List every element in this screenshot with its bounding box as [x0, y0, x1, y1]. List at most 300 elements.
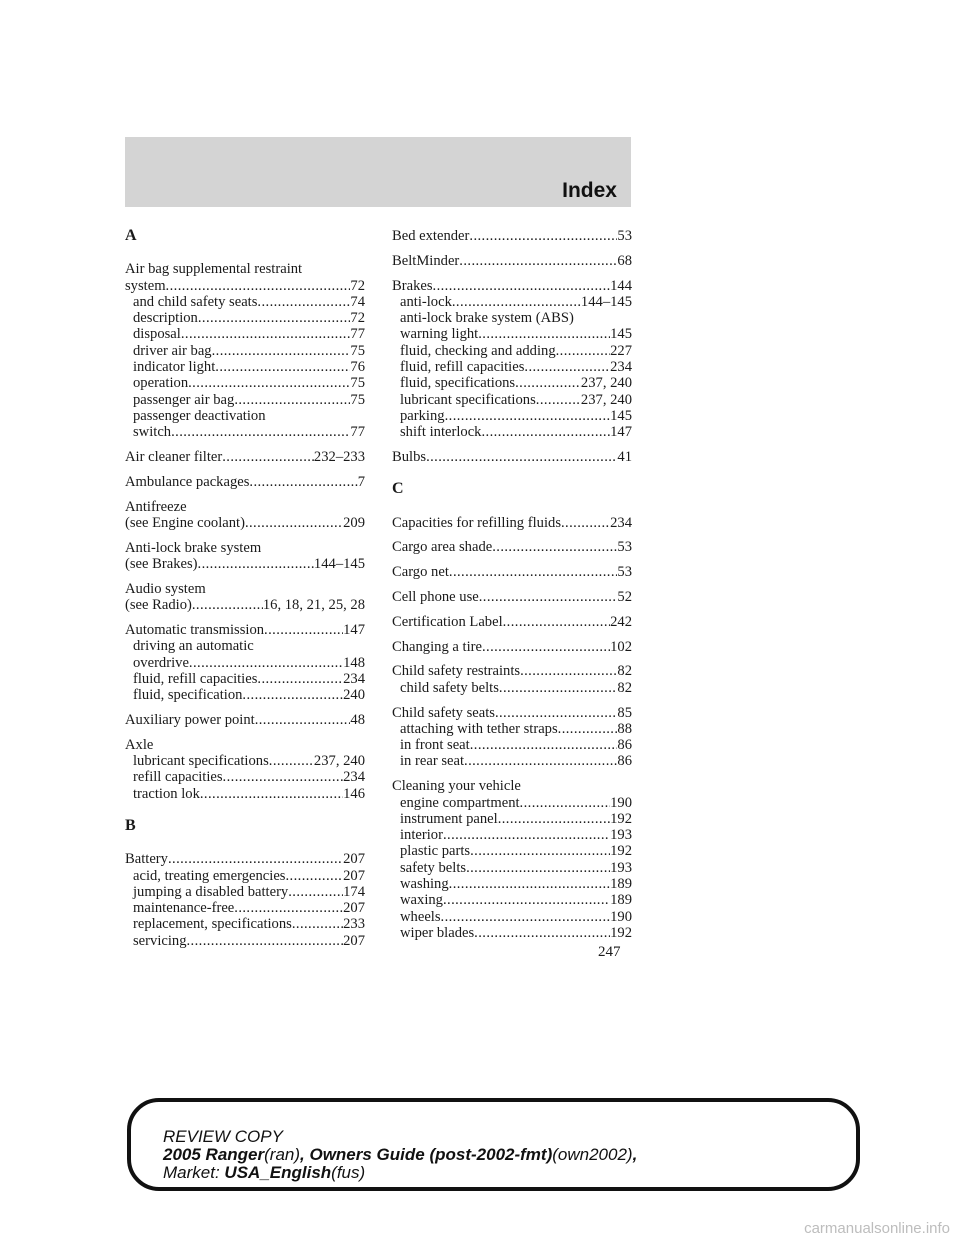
index-term: Axle [125, 736, 154, 753]
watermark: carmanualsonline.info [804, 1220, 950, 1237]
page-number: 247 [598, 944, 621, 960]
dot-leader [212, 343, 351, 359]
index-subentry [392, 392, 632, 408]
index-page-ref: 192 [610, 924, 632, 941]
index-page-ref: 86 [617, 737, 632, 754]
index-page-ref: 144–145 [580, 293, 632, 310]
index-page-ref: 234 [343, 769, 365, 786]
review-label: REVIEW COPY [163, 1127, 283, 1146]
index-term: and child safety seats [133, 293, 258, 310]
index-page-ref: 53 [617, 539, 632, 556]
dot-leader [168, 851, 343, 867]
index-entry-line [125, 737, 365, 753]
index-term: engine compartment [400, 794, 520, 811]
index-term: (see Brakes) [125, 556, 198, 573]
index-term: refill capacities [133, 769, 223, 786]
index-entry [125, 737, 365, 802]
index-entry-line [392, 253, 632, 269]
index-term: Battery [125, 851, 168, 868]
index-page-ref: 207 [343, 867, 365, 884]
index-page-ref: 240 [343, 687, 365, 704]
index-page-ref: 234 [343, 670, 365, 687]
index-term: wheels [400, 908, 441, 925]
dot-leader [452, 294, 581, 310]
index-term: passenger air bag [133, 391, 235, 408]
index-subentry [125, 786, 365, 802]
index-entry [125, 499, 365, 532]
index-page-ref: 234 [610, 514, 632, 531]
index-entry [125, 474, 365, 490]
review-comma: , [632, 1145, 638, 1164]
index-term: Child safety restraints [392, 663, 521, 680]
index-page-ref: 52 [617, 589, 632, 606]
dot-leader [198, 556, 314, 572]
review-market-code: (fus) [331, 1163, 366, 1182]
index-page-ref: 77 [350, 424, 365, 441]
index-entry-line [125, 556, 365, 572]
index-term: replacement, specifications [133, 916, 292, 933]
index-page-ref: 82 [617, 663, 632, 680]
dot-leader [234, 392, 350, 408]
index-term: Changing a tire [392, 638, 482, 655]
dot-leader [255, 712, 351, 728]
index-subentry [125, 687, 365, 703]
index-entry [392, 778, 632, 941]
index-page-ref: 237, 240 [580, 375, 632, 392]
index-entry-line [125, 474, 365, 490]
dot-leader [257, 671, 343, 687]
index-subentry [125, 375, 365, 391]
dot-leader [520, 663, 617, 679]
index-page-ref: 237, 240 [580, 391, 632, 408]
dot-leader [498, 811, 610, 827]
index-term: anti-lock [400, 293, 452, 310]
index-page-ref: 232–233 [313, 449, 365, 466]
index-page-ref: 68 [617, 252, 632, 269]
section-title: Index [562, 179, 617, 202]
dot-leader [242, 687, 343, 703]
review-guide-line [163, 1146, 823, 1164]
dot-leader [470, 843, 610, 859]
index-entry [392, 228, 632, 244]
dot-leader [536, 392, 581, 408]
dot-leader [478, 326, 610, 342]
index-page-ref: 72 [350, 277, 365, 294]
index-subentry [392, 310, 632, 326]
index-letter-heading: B [125, 816, 136, 834]
index-entry [125, 712, 365, 728]
dot-leader [433, 278, 611, 294]
index-letter-heading: C [392, 480, 404, 498]
index-page-ref: 234 [610, 359, 632, 376]
dot-leader [200, 786, 343, 802]
dot-leader [223, 769, 344, 785]
index-entry-line [392, 228, 632, 244]
index-subentry [392, 294, 632, 310]
index-page-ref: 75 [350, 375, 365, 392]
dot-leader [482, 639, 610, 655]
index-term: Anti-lock brake system [125, 539, 262, 556]
index-page-ref: 145 [610, 407, 632, 424]
review-model: 2005 Ranger [163, 1145, 265, 1164]
dot-leader [481, 424, 610, 440]
index-page-ref: 75 [350, 342, 365, 359]
index-page-ref: 85 [617, 704, 632, 721]
dot-leader [187, 933, 344, 949]
dot-leader [426, 449, 617, 465]
index-term: Certification Label [392, 613, 503, 630]
index-term: in front seat [400, 737, 470, 754]
review-guide-code: (own2002) [552, 1145, 633, 1164]
index-subentry [125, 343, 365, 359]
index-term: driver air bag [133, 342, 212, 359]
dot-leader [524, 359, 610, 375]
review-market-line [163, 1164, 823, 1182]
dot-leader [556, 343, 610, 359]
index-entry [392, 614, 632, 630]
index-subentry [392, 860, 632, 876]
index-page-ref: 193 [610, 827, 632, 844]
index-page-ref: 189 [610, 892, 632, 909]
index-term: washing [400, 876, 449, 892]
dot-leader [470, 737, 618, 753]
index-page-ref: 41 [617, 449, 632, 466]
index-page-ref: 237, 240 [313, 753, 365, 770]
dot-leader [269, 753, 314, 769]
index-entry-line [392, 778, 632, 794]
review-model-code: (ran) [264, 1145, 301, 1164]
index-term: indicator light [133, 359, 216, 376]
index-subentry [125, 359, 365, 375]
index-page-ref: 147 [610, 424, 632, 441]
index-entry-line [392, 614, 632, 630]
index-entry-line [125, 278, 365, 294]
dot-leader [215, 359, 350, 375]
index-page-ref: 16, 18, 21, 25, 28 [262, 597, 365, 614]
index-subentry [125, 638, 365, 654]
index-term: Air cleaner filter [125, 449, 223, 466]
index-entry [392, 449, 632, 465]
dot-leader [234, 900, 343, 916]
index-term: description [133, 310, 198, 327]
index-page-ref: 193 [610, 859, 632, 876]
dot-leader [171, 424, 350, 440]
index-subentry [125, 769, 365, 785]
index-term: lubricant specifications [133, 753, 269, 770]
dot-leader [443, 827, 610, 843]
dot-leader [499, 680, 618, 696]
index-entry-line [392, 663, 632, 679]
index-page-ref: 82 [617, 679, 632, 696]
index-subentry [392, 680, 632, 696]
index-entry-line [392, 278, 632, 294]
index-term: waxing [400, 892, 443, 909]
dot-leader [257, 294, 350, 310]
index-term: (see Engine coolant) [125, 514, 245, 531]
index-term: Bed extender [392, 228, 470, 244]
index-entry [392, 639, 632, 655]
index-page-ref: 207 [343, 932, 365, 949]
index-term: anti-lock brake system (ABS) [400, 310, 574, 327]
index-page-ref: 207 [343, 900, 365, 917]
index-page-ref: 53 [617, 564, 632, 581]
index-page-ref: 72 [350, 310, 365, 327]
index-term: Child safety seats [392, 704, 495, 721]
index-page-ref: 86 [617, 753, 632, 770]
index-subentry [392, 892, 632, 908]
index-entry-line [392, 589, 632, 605]
index-term: Cargo area shade [392, 539, 493, 556]
index-term: system [125, 277, 166, 294]
index-term: parking [400, 407, 445, 424]
index-subentry [392, 424, 632, 440]
dot-leader [495, 705, 617, 721]
index-entry-line [125, 515, 365, 531]
index-term: switch [133, 424, 172, 441]
index-term: disposal [133, 326, 181, 343]
index-subentry [392, 811, 632, 827]
index-entry-line [125, 261, 365, 277]
index-page-ref: 102 [610, 638, 632, 655]
index-page-ref: 190 [610, 908, 632, 925]
dot-leader [249, 474, 357, 490]
index-entry [125, 851, 365, 949]
index-term: Auxiliary power point [125, 711, 255, 728]
index-subentry [125, 408, 365, 424]
dot-leader [459, 253, 617, 269]
dot-leader [181, 326, 351, 342]
review-copy-text [163, 1128, 823, 1182]
index-page-ref: 148 [343, 654, 365, 671]
index-page-ref: 189 [610, 876, 632, 892]
index-subentry [392, 753, 632, 769]
index-subentry [125, 326, 365, 342]
index-entry [392, 564, 632, 580]
index-entry-line [125, 597, 365, 613]
index-term: servicing [133, 932, 187, 949]
index-entry-line [125, 540, 365, 556]
index-term: BeltMinder [392, 252, 460, 269]
dot-leader [245, 515, 343, 531]
dot-leader [198, 310, 351, 326]
dot-leader [222, 449, 314, 465]
dot-leader [474, 925, 610, 941]
index-page-ref: 207 [343, 851, 365, 868]
index-term: Automatic transmission [125, 621, 265, 638]
index-page-ref: 227 [610, 342, 632, 359]
index-subentry [125, 753, 365, 769]
index-subentry [125, 424, 365, 440]
index-subentry [392, 343, 632, 359]
dot-leader [492, 539, 617, 555]
dot-leader [192, 597, 263, 613]
index-term: fluid, specification [133, 687, 243, 704]
index-subentry [125, 294, 365, 310]
dot-leader [188, 375, 350, 391]
index-page-ref: 146 [343, 785, 365, 802]
review-guide: , Owners Guide (post-2002-fmt) [300, 1145, 553, 1164]
index-term: Cell phone use [392, 589, 479, 606]
index-entry [392, 515, 632, 531]
dot-leader [466, 860, 610, 876]
index-term: acid, treating emergencies [133, 867, 286, 884]
index-entry [392, 705, 632, 770]
index-entry-line [392, 639, 632, 655]
index-term: child safety belts [400, 679, 499, 696]
dot-leader [264, 622, 343, 638]
dot-leader [166, 278, 351, 294]
dot-leader [292, 916, 343, 932]
index-page-ref: 144 [610, 277, 632, 294]
index-term: driving an automatic [133, 638, 254, 655]
index-term: fluid, checking and adding [400, 342, 556, 359]
dot-leader [479, 589, 618, 605]
section-header [125, 137, 631, 207]
index-term: warning light [400, 326, 479, 343]
index-term: instrument panel [400, 810, 498, 827]
index-page-ref: 145 [610, 326, 632, 343]
index-entry-line [125, 499, 365, 515]
review-market: USA_English [224, 1163, 332, 1182]
index-term: maintenance-free [133, 900, 235, 917]
dot-leader [445, 408, 611, 424]
index-page-ref: 74 [350, 293, 365, 310]
index-subentry [392, 326, 632, 342]
index-term: Cleaning your vehicle [392, 778, 521, 795]
index-entry [125, 581, 365, 614]
index-page-ref: 53 [617, 228, 632, 244]
index-page-ref: 48 [350, 711, 365, 728]
dot-leader [520, 795, 611, 811]
index-term: Antifreeze [125, 498, 187, 515]
index-subentry [392, 876, 632, 892]
index-page-ref: 147 [343, 621, 365, 638]
index-entry-line [125, 851, 365, 867]
index-subentry [392, 359, 632, 375]
dot-leader [441, 909, 611, 925]
index-term: Ambulance packages [125, 473, 250, 490]
index-page-ref: 77 [350, 326, 365, 343]
index-subentry [392, 843, 632, 859]
index-page-ref: 190 [610, 794, 632, 811]
index-term: operation [133, 375, 189, 392]
index-page-ref: 144–145 [313, 556, 365, 573]
index-subentry [392, 721, 632, 737]
index-term: Brakes [392, 277, 433, 294]
index-page-ref: 209 [343, 514, 365, 531]
index-term: fluid, refill capacities [400, 359, 525, 376]
index-page-ref: 75 [350, 391, 365, 408]
index-term: attaching with tether straps [400, 720, 558, 737]
index-entry [392, 589, 632, 605]
index-subentry [392, 925, 632, 941]
index-entry-line [125, 581, 365, 597]
index-subentry [392, 737, 632, 753]
index-term: fluid, specifications [400, 375, 516, 392]
dot-leader [449, 876, 610, 892]
index-column-right [392, 228, 632, 950]
index-entry-line [392, 539, 632, 555]
index-column-left [125, 228, 365, 957]
index-term: traction lok [133, 785, 200, 802]
index-entry [392, 539, 632, 555]
index-term: overdrive [133, 654, 189, 671]
index-term: plastic parts [400, 843, 471, 860]
index-term: wiper blades [400, 924, 475, 941]
index-page-ref: 88 [617, 720, 632, 737]
index-term: lubricant specifications [400, 391, 536, 408]
index-term: Cargo net [392, 564, 449, 581]
dot-leader [469, 228, 617, 244]
index-subentry [125, 868, 365, 884]
index-page-ref: 76 [350, 359, 365, 376]
index-subentry [125, 671, 365, 687]
index-page-ref: 174 [343, 883, 365, 900]
index-subentry [125, 310, 365, 326]
index-term: safety belts [400, 859, 467, 876]
index-entry [392, 663, 632, 696]
dot-leader [288, 884, 343, 900]
index-entry-line [125, 712, 365, 728]
index-term: Bulbs [392, 449, 427, 466]
index-entry-line [125, 622, 365, 638]
dot-leader [443, 892, 610, 908]
index-subentry [392, 827, 632, 843]
index-entry [125, 622, 365, 703]
index-subentry [125, 916, 365, 932]
index-page-ref: 233 [343, 916, 365, 933]
index-subentry [125, 933, 365, 949]
dot-leader [558, 721, 618, 737]
index-term: passenger deactivation [133, 407, 266, 424]
index-term: Capacities for refilling fluids [392, 514, 561, 531]
index-page-ref: 7 [357, 473, 365, 490]
review-market-label: Market: [163, 1163, 220, 1182]
dot-leader [464, 753, 617, 769]
index-entry-line [392, 515, 632, 531]
index-subentry [392, 375, 632, 391]
index-entry-line [392, 449, 632, 465]
index-term: interior [400, 827, 443, 844]
index-page-ref: 242 [610, 613, 632, 630]
index-subentry [392, 795, 632, 811]
index-term: (see Radio) [125, 597, 192, 614]
index-subentry [125, 884, 365, 900]
index-letter-heading: A [125, 227, 137, 244]
index-entry [125, 540, 365, 573]
index-subentry [125, 392, 365, 408]
index-term: fluid, refill capacities [133, 670, 258, 687]
index-entry-line [392, 564, 632, 580]
index-term: shift interlock [400, 424, 482, 441]
index-term: jumping a disabled battery [133, 883, 289, 900]
index-entry-line [125, 449, 365, 465]
dot-leader [449, 564, 618, 580]
index-entry [392, 278, 632, 441]
index-page-ref: 192 [610, 810, 632, 827]
index-term: in rear seat [400, 753, 465, 770]
index-subentry [392, 909, 632, 925]
index-subentry [392, 408, 632, 424]
index-entry [392, 253, 632, 269]
dot-leader [515, 375, 581, 391]
dot-leader [286, 868, 344, 884]
index-subentry [125, 900, 365, 916]
index-term: Air bag supplemental restraint [125, 261, 303, 278]
index-page-ref: 192 [610, 843, 632, 860]
index-term: Audio system [125, 580, 206, 597]
dot-leader [503, 614, 610, 630]
